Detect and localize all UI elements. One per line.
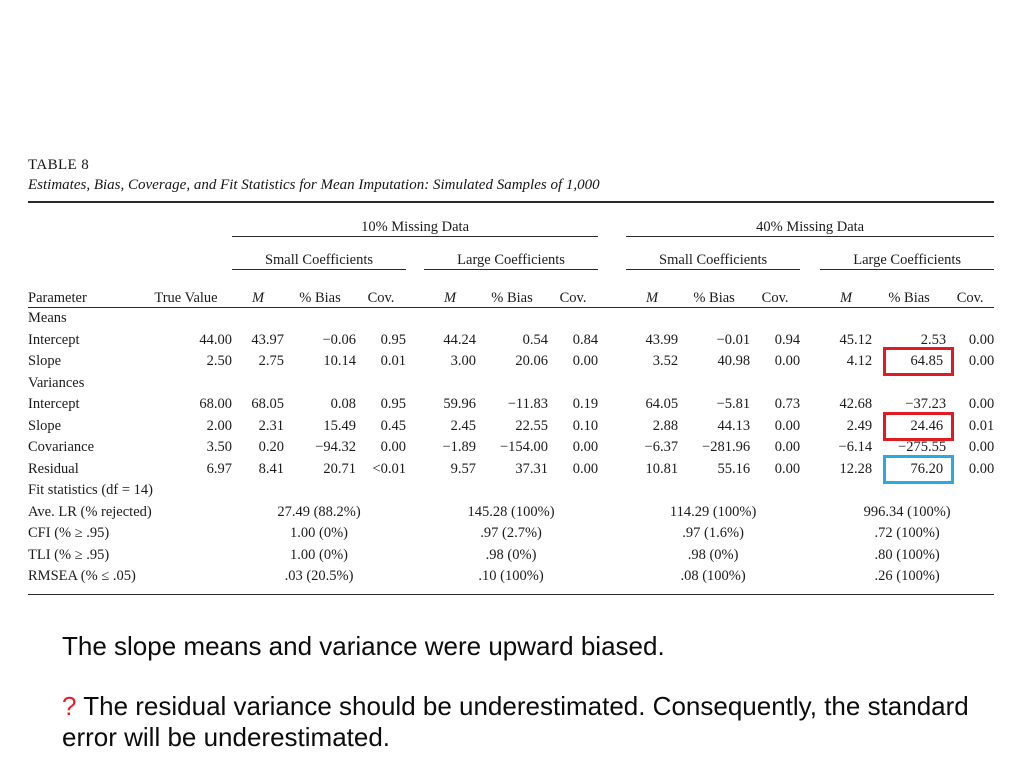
stat-cell: 10.81 [645,460,679,477]
true-value-cell: 2.00 [206,417,232,434]
fit-value: .03 (20.5%) [284,568,354,584]
stat-cell: −11.83 [507,396,548,412]
table-row-ave-lr [28,502,994,524]
stat-cell: −281.96 [702,439,751,455]
stat-cell [872,351,946,373]
stat-cell [872,416,946,438]
stat-cell: 68.05 [251,396,284,412]
table-row-means-slope [28,351,994,373]
stat-cell: 0.00 [380,439,406,455]
stat-cell: 0.20 [258,439,284,455]
stat-cell: 0.94 [774,331,801,348]
header-cov: Cov. [946,270,994,308]
fit-value: .10 (100%) [478,568,544,584]
fit-value: .72 (100%) [874,525,940,541]
note-line-1: The residual variance should be underestimated. Consequently, the standard [83,691,969,721]
stat-cell: 37.31 [515,460,548,477]
param-label: Slope [28,417,62,434]
stat-cell [872,459,946,481]
true-value-cell: 68.00 [199,396,232,412]
stat-cell: −6.14 [838,439,873,455]
stat-cell: 40.98 [717,353,751,369]
stat-cell: 0.00 [774,353,801,369]
stat-cell: 3.52 [652,353,679,369]
subgroup-large-1: Large Coefficients [424,237,598,270]
stats-table [28,201,994,595]
stat-cell: 0.01 [380,353,406,369]
highlight-box-blue: 76.20 [883,455,954,484]
table-row-residual [28,459,994,481]
stat-cell: 2.31 [258,417,284,434]
true-value-cell: 2.50 [206,353,232,369]
stat-cell: 55.16 [717,460,751,477]
table-row-variances-slope [28,416,994,438]
fit-label: Ave. LR (% rejected) [28,503,152,520]
fit-value: 1.00 (0%) [290,546,348,563]
note-slope-bias: The slope means and variance were upward biased. [62,631,665,661]
subgroup-large-2: Large Coefficients [820,237,994,270]
stat-cell: 44.13 [717,417,751,434]
section-label: Variances [28,374,85,391]
header-m: M [424,270,476,308]
highlight-box-red: 24.46 [883,412,954,441]
note-residual-variance [62,691,992,753]
group-header-row [28,202,994,237]
note-line-2: error will be underestimated. [62,722,391,752]
stat-cell: 0.00 [572,439,599,455]
stat-cell: <0.01 [372,460,406,477]
stat-cell: 12.28 [839,460,873,477]
param-label: Residual [28,460,79,477]
header-m: M [232,270,284,308]
table-row-rmsea [28,566,994,594]
stat-cell: 20.71 [323,460,356,477]
stat-cell: 3.00 [450,353,476,369]
stat-cell: −6.37 [644,439,679,455]
header-m: M [820,270,872,308]
header-parameter: Parameter [28,270,140,308]
stat-cell: 0.00 [774,460,801,477]
param-label: Covariance [28,439,95,455]
journal-table [28,157,994,595]
stat-cell: 42.68 [839,396,873,412]
stat-cell: 0.00 [968,331,995,348]
stat-cell: 0.00 [774,417,801,434]
fit-value: 114.29 (100%) [669,503,757,520]
stat-cell: −275.55 [898,439,947,455]
stat-cell: 0.95 [380,396,406,412]
stat-cell: 20.06 [515,353,548,369]
stat-cell: 0.00 [968,439,995,455]
fit-value: 145.28 (100%) [467,503,555,520]
header-bias: % Bias [476,270,548,308]
stat-cell: −154.00 [499,439,548,455]
stat-cell: −37.23 [905,396,947,412]
table-row-cfi [28,523,994,545]
true-value-cell: 6.97 [206,460,232,477]
stat-cell: 0.00 [968,353,995,369]
header-bias: % Bias [284,270,356,308]
section-label: Fit statistics (df = 14) [28,482,153,498]
fit-value: .26 (100%) [874,568,940,584]
stat-cell: 2.45 [450,417,476,434]
stat-cell: 0.00 [572,353,599,369]
stat-cell: 59.96 [443,396,476,412]
fit-value: .80 (100%) [874,546,940,563]
stat-cell: 2.75 [258,353,284,369]
stat-cell: 0.19 [572,396,599,412]
header-cov: Cov. [750,270,800,308]
stat-cell: 4.12 [846,353,873,369]
column-header-row [28,270,994,308]
fit-label: CFI (% ≥ .95) [28,525,110,541]
stat-cell: −94.32 [315,439,356,455]
stat-cell: 0.00 [774,439,801,455]
stat-cell: 0.45 [380,417,406,434]
fit-label: RMSEA (% ≤ .05) [28,568,136,584]
header-cov: Cov. [548,270,598,308]
table-row-means-intercept [28,330,994,352]
header-bias: % Bias [678,270,750,308]
stat-cell: 0.10 [572,417,599,434]
stat-cell: −5.81 [716,396,751,412]
stat-cell: 22.55 [515,417,548,434]
table-row-covariance [28,437,994,459]
fit-value: .08 (100%) [680,568,746,584]
fit-value: .98 (0%) [485,546,537,563]
stat-cell: 0.84 [572,331,599,348]
table-caption: Estimates, Bias, Coverage, and Fit Statistics for Mean Imputation: Simulated Samples of 1,000 [28,177,600,193]
stat-cell: 64.05 [645,396,679,412]
stat-cell: 43.97 [251,331,284,348]
stat-cell: −0.01 [716,331,751,348]
subgroup-header-row [28,237,994,270]
stat-cell: 0.00 [968,396,995,412]
stat-cell: 2.53 [920,331,947,348]
group-header-10pct: 10% Missing Data [232,202,598,237]
section-row-fit-statistics [28,480,994,502]
stat-cell: 15.49 [323,417,356,434]
stat-cell: 0.00 [968,460,995,477]
section-row-variances [28,373,994,395]
table-row-tli [28,545,994,567]
stat-cell: 8.41 [258,460,284,477]
param-label: Intercept [28,331,80,348]
param-label: Slope [28,353,62,369]
stat-cell: −1.89 [442,439,476,455]
subgroup-small-1: Small Coefficients [232,237,406,270]
stat-cell: 44.24 [443,331,476,348]
stat-cell: 0.08 [330,396,356,412]
stat-cell: 10.14 [323,353,356,369]
fit-value: .97 (2.7%) [480,525,542,541]
subgroup-small-2: Small Coefficients [626,237,800,270]
header-bias: % Bias [872,270,946,308]
highlight-box-red: 64.85 [883,347,954,376]
stat-cell: 0.95 [380,331,406,348]
section-row-means [28,308,994,330]
fit-label: TLI (% ≥ .95) [28,546,110,563]
true-value-cell: 44.00 [199,331,232,348]
true-value-cell: 3.50 [206,439,232,455]
table-label: TABLE 8 [28,157,90,173]
fit-value: 1.00 (0%) [290,525,348,541]
table-row-variances-intercept [28,394,994,416]
stat-cell: 0.00 [572,460,599,477]
stat-cell: 2.88 [652,417,679,434]
stat-cell: −0.06 [322,331,356,348]
stat-cell: 0.54 [522,331,548,348]
fit-value: 996.34 (100%) [863,503,951,520]
fit-value: 27.49 (88.2%) [277,503,361,520]
stat-cell: 45.12 [839,331,873,348]
section-label: Means [28,310,67,326]
stat-cell: 9.57 [450,460,476,477]
param-label: Intercept [28,396,80,412]
header-cov: Cov. [356,270,406,308]
stat-cell: 0.01 [968,417,995,434]
stat-cell: 2.49 [846,417,873,434]
stat-cell: 43.99 [645,331,679,348]
fit-value: .97 (1.6%) [682,525,744,541]
stat-cell: 0.73 [774,396,801,412]
header-true-value: True Value [140,270,232,308]
header-m: M [626,270,678,308]
fit-value: .98 (0%) [687,546,739,563]
question-mark: ? [62,691,77,721]
group-header-40pct: 40% Missing Data [626,202,994,237]
